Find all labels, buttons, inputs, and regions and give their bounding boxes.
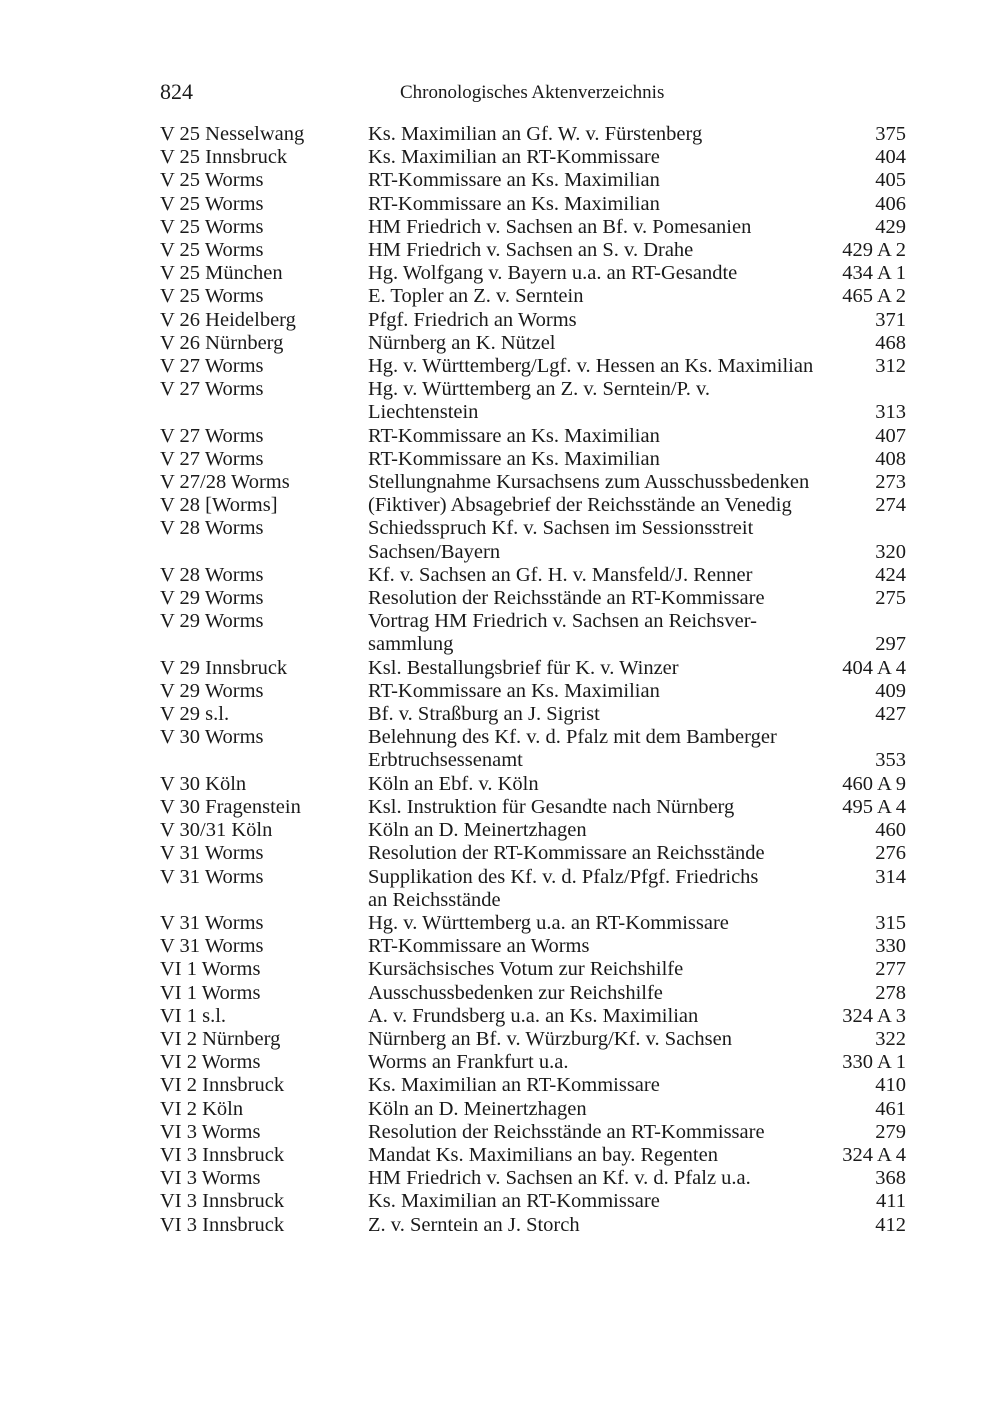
entry-date: V 29 s.l. [160, 703, 230, 726]
entry-document-number: 273 [875, 471, 906, 494]
entry-date: VI 3 Innsbruck [160, 1213, 285, 1236]
entry-description: Köln an D. Meinertzhagen [368, 1097, 587, 1120]
entry-row [160, 1051, 906, 1074]
entry-document-number: 312 [875, 355, 906, 378]
entry-row [160, 355, 906, 378]
entry-date: V 27 Worms [160, 378, 264, 401]
entry-document-number: 375 [875, 123, 906, 145]
entry-date: V 27 Worms [160, 424, 264, 447]
entry-description: HM Friedrich v. Sachsen an Bf. v. Pomesanien [368, 215, 752, 238]
entry-row [160, 216, 906, 239]
entry-row [160, 262, 906, 285]
entry-description: Nürnberg an K. Nützel [368, 331, 556, 354]
entry-document-number: 406 [875, 192, 906, 215]
entry-document-number: 274 [875, 494, 906, 517]
entry-description: Ksl. Bestallungsbrief für K. v. Winzer [368, 656, 679, 679]
entry-row [160, 1121, 906, 1144]
entry-date: V 29 Worms [160, 610, 264, 633]
entry-document-number: 424 [875, 563, 906, 586]
entry-document-number: 279 [875, 1120, 906, 1143]
entry-document-number: 408 [875, 447, 906, 470]
entry-document-number: 314 [875, 865, 906, 888]
entry-document-number: 409 [875, 679, 906, 702]
entry-description: Bf. v. Straßburg an J. Sigrist [368, 703, 600, 726]
entry-date: V 27 Worms [160, 355, 264, 378]
entry-date: V 28 [Worms] [160, 494, 278, 517]
entry-document-number: 320 [875, 540, 906, 563]
entry-description: HM Friedrich v. Sachsen an S. v. Drahe [368, 239, 694, 262]
entry-row [160, 564, 906, 587]
entry-document-number: 277 [875, 958, 906, 981]
entry-row [160, 703, 906, 726]
entry-description: E. Topler an Z. v. Serntein [368, 285, 584, 308]
entry-date: V 29 Innsbruck [160, 656, 288, 679]
entry-description: Ks. Maximilian an Gf. W. v. Fürstenberg [368, 123, 703, 145]
entry-description: HM Friedrich v. Sachsen an Kf. v. d. Pfalz u.a. [368, 1167, 751, 1190]
entry-date: V 25 München [160, 262, 283, 285]
entry-description: RT-Kommissare an Ks. Maximilian [368, 424, 660, 447]
entry-description: Köln an D. Meinertzhagen [368, 819, 587, 842]
page-number: 824 [160, 79, 193, 104]
entry-date: V 30 Worms [160, 726, 264, 749]
entry-date: V 26 Nürnberg [160, 331, 284, 354]
entry-row [160, 169, 906, 192]
entry-document-number: 275 [875, 587, 906, 610]
entry-date: V 25 Nesselwang [160, 123, 305, 145]
entry-row [160, 958, 906, 981]
running-title: Chronologisches Aktenverzeichnis [400, 82, 665, 103]
entry-description: RT-Kommissare an Ks. Maximilian [368, 192, 660, 215]
entry-description: Hg. v. Württemberg/Lgf. v. Hessen an Ks. Maximilian [368, 355, 814, 378]
entry-date: VI 3 Worms [160, 1120, 261, 1143]
entry-description: RT-Kommissare an Ks. Maximilian [368, 679, 660, 702]
entry-description: Worms an Frankfurt u.a. [368, 1051, 569, 1074]
entry-date: VI 3 Innsbruck [160, 1143, 285, 1166]
entry-row [160, 309, 906, 332]
entry-document-number: 404 [875, 146, 906, 169]
entry-row [160, 1098, 906, 1121]
entry-row [160, 448, 906, 471]
entry-description: Mandat Ks. Maximilians an bay. Regenten [368, 1143, 718, 1166]
entry-document-number: 278 [875, 981, 906, 1004]
entry-date: V 30/31 Köln [160, 819, 273, 842]
entry-date: V 25 Worms [160, 169, 264, 192]
entry-row [160, 1144, 906, 1167]
entry-document-number: 324 A 3 [842, 1004, 906, 1027]
page-header [160, 78, 906, 108]
entry-description: Stellungnahme Kursachsens zum Ausschussbedenken [368, 471, 810, 494]
entry-date: V 25 Worms [160, 215, 264, 238]
entry-row [160, 494, 906, 517]
entry-row [160, 1190, 906, 1213]
entry-date: VI 1 Worms [160, 958, 261, 981]
entry-description: Ausschussbedenken zur Reichshilfe [368, 981, 663, 1004]
entry-date: V 30 Köln [160, 772, 247, 795]
entry-date: VI 3 Worms [160, 1167, 261, 1190]
entry-document-number: 461 [875, 1097, 906, 1120]
entry-row [160, 610, 906, 656]
entry-date: V 25 Worms [160, 285, 264, 308]
entry-row [160, 842, 906, 865]
entry-row [160, 819, 906, 842]
entry-document-number: 465 A 2 [842, 285, 906, 308]
entry-date: V 29 Worms [160, 587, 264, 610]
entry-description: A. v. Frundsberg u.a. an Ks. Maximilian [368, 1004, 699, 1027]
entry-description: RT-Kommissare an Ks. Maximilian [368, 447, 660, 470]
entry-document-number: 276 [875, 842, 906, 865]
entry-document-number: 322 [875, 1027, 906, 1050]
entry-description: Hg. v. Württemberg an Z. v. Serntein/P. v. Liechtenstein [368, 378, 710, 424]
entry-description: Ks. Maximilian an RT-Kommissare [368, 1190, 660, 1213]
entry-description: (Fiktiver) Absagebrief der Reichsstände an Venedig [368, 494, 792, 517]
entry-description: Pfgf. Friedrich an Worms [368, 308, 577, 331]
entry-row [160, 1028, 906, 1051]
entry-row [160, 796, 906, 819]
entry-date: V 27 Worms [160, 447, 264, 470]
entry-document-number: 404 A 4 [842, 656, 906, 679]
entry-document-number: 412 [875, 1213, 906, 1236]
entry-date: V 25 Worms [160, 239, 264, 262]
entry-document-number: 368 [875, 1167, 906, 1190]
entry-row [160, 935, 906, 958]
entry-date: VI 1 Worms [160, 981, 261, 1004]
entry-date: VI 2 Nürnberg [160, 1027, 281, 1050]
entry-document-number: 371 [875, 308, 906, 331]
entry-document-number: 353 [875, 749, 906, 772]
entry-document-number: 407 [875, 424, 906, 447]
entry-row [160, 378, 906, 424]
entry-date: VI 2 Innsbruck [160, 1074, 285, 1097]
entry-description: Resolution der RT-Kommissare an Reichsstände [368, 842, 765, 865]
entry-row [160, 517, 906, 563]
entry-date: V 26 Heidelberg [160, 308, 296, 331]
entry-row [160, 193, 906, 216]
entry-description: Z. v. Serntein an J. Storch [368, 1213, 580, 1236]
entry-document-number: 313 [875, 401, 906, 424]
entry-row [160, 1167, 906, 1190]
entry-document-number: 411 [876, 1190, 906, 1213]
entry-date: VI 2 Köln [160, 1097, 244, 1120]
entry-date: V 29 Worms [160, 679, 264, 702]
entry-document-number: 434 A 1 [842, 262, 906, 285]
entry-description: Hg. v. Württemberg u.a. an RT-Kommissare [368, 911, 729, 934]
entry-description: Resolution der Reichsstände an RT-Kommissare [368, 587, 765, 610]
entry-date: V 25 Worms [160, 192, 264, 215]
entry-document-number: 330 A 1 [842, 1051, 906, 1074]
entry-description: Schiedsspruch Kf. v. Sachsen im Sessionsstreit Sachsen/Bayern [368, 517, 754, 563]
entry-row [160, 912, 906, 935]
entry-description: Ks. Maximilian an RT-Kommissare [368, 1074, 660, 1097]
entry-row [160, 146, 906, 169]
entry-row [160, 866, 906, 912]
entry-date: V 25 Innsbruck [160, 146, 288, 169]
entry-row [160, 425, 906, 448]
entry-document-number: 297 [875, 633, 906, 656]
entry-row [160, 332, 906, 355]
entry-description: Ks. Maximilian an RT-Kommissare [368, 146, 660, 169]
entry-date: V 31 Worms [160, 842, 264, 865]
entry-description: RT-Kommissare an Ks. Maximilian [368, 169, 660, 192]
entry-date: VI 1 s.l. [160, 1004, 227, 1027]
entry-document-number: 427 [875, 703, 906, 726]
entry-description: Supplikation des Kf. v. d. Pfalz/Pfgf. Friedrichs an Reichsstände [368, 865, 759, 911]
entry-description: Vortrag HM Friedrich v. Sachsen an Reichsver- sammlung [368, 610, 757, 656]
entry-row [160, 1074, 906, 1097]
entry-row [160, 680, 906, 703]
entry-document-number: 410 [875, 1074, 906, 1097]
entry-description: Belehnung des Kf. v. d. Pfalz mit dem Bamberger Erbtruchsessenamt [368, 726, 777, 772]
entry-date: V 31 Worms [160, 865, 264, 888]
entry-row [160, 239, 906, 262]
entry-document-number: 429 [875, 215, 906, 238]
entry-row [160, 773, 906, 796]
entry-description: RT-Kommissare an Worms [368, 935, 590, 958]
entry-date: V 31 Worms [160, 911, 264, 934]
entry-document-number: 495 A 4 [842, 795, 906, 818]
entry-date: VI 2 Worms [160, 1051, 261, 1074]
entry-date: V 31 Worms [160, 935, 264, 958]
entry-document-number: 405 [875, 169, 906, 192]
entry-row [160, 471, 906, 494]
entry-description: Resolution der Reichsstände an RT-Kommissare [368, 1120, 765, 1143]
entry-document-number: 324 A 4 [842, 1143, 906, 1166]
entry-date: V 27/28 Worms [160, 471, 290, 494]
entry-document-number: 460 A 9 [842, 772, 906, 795]
entry-description: Hg. Wolfgang v. Bayern u.a. an RT-Gesandte [368, 262, 738, 285]
entry-date: V 28 Worms [160, 563, 264, 586]
entry-document-number: 330 [875, 935, 906, 958]
entry-row [160, 285, 906, 308]
entry-row [160, 726, 906, 772]
entry-document-number: 429 A 2 [842, 239, 906, 262]
entry-description: Köln an Ebf. v. Köln [368, 772, 539, 795]
entry-description: Ksl. Instruktion für Gesandte nach Nürnberg [368, 795, 735, 818]
entry-description: Kursächsisches Votum zur Reichshilfe [368, 958, 684, 981]
entry-row [160, 657, 906, 680]
entry-row [160, 1214, 906, 1237]
entry-description: Nürnberg an Bf. v. Würzburg/Kf. v. Sachsen [368, 1027, 732, 1050]
entry-date: V 30 Fragenstein [160, 795, 301, 818]
entry-date: V 28 Worms [160, 517, 264, 540]
entry-date: VI 3 Innsbruck [160, 1190, 285, 1213]
entry-document-number: 468 [875, 331, 906, 354]
entry-document-number: 460 [875, 819, 906, 842]
entry-row [160, 123, 906, 146]
entry-row [160, 982, 906, 1005]
entry-row [160, 1005, 906, 1028]
entry-description: Kf. v. Sachsen an Gf. H. v. Mansfeld/J. Renner [368, 563, 753, 586]
entry-row [160, 587, 906, 610]
entry-document-number: 315 [875, 911, 906, 934]
chronological-entry-list [160, 123, 906, 1237]
